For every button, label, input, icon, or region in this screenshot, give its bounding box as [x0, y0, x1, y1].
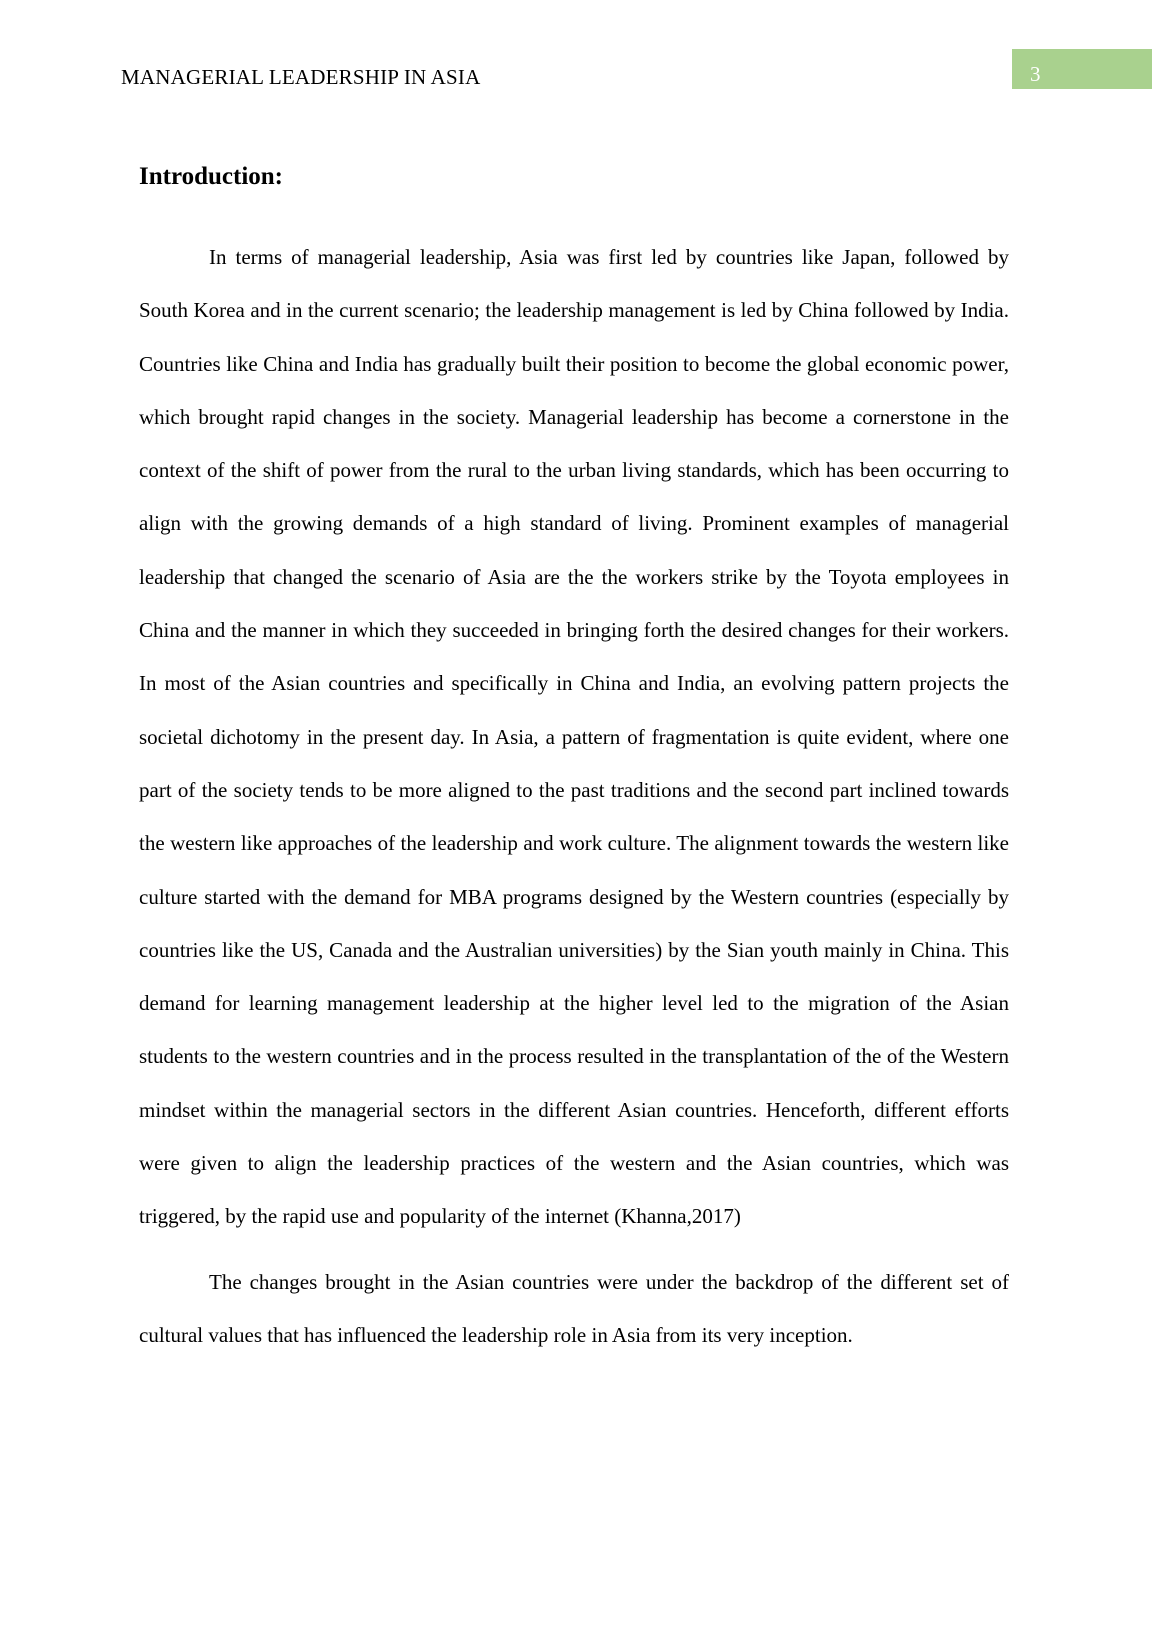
page-number: 3: [1030, 62, 1041, 86]
running-head-title: MANAGERIAL LEADERSHIP IN ASIA: [121, 65, 481, 89]
section-heading: Introduction:: [139, 163, 284, 190]
paragraph-2: The changes brought in the Asian countries were under the backdrop of the different set of cultural values that has influenced the leadership role in Asia from its very inception.: [139, 1269, 1009, 1347]
paragraph-1: In terms of managerial leadership, Asia was first led by countries like Japan, followed by South Korea and in the current scenario; the leadership management is led by China followed by India. Countries like China and India has gradually built their position to become the global economic power, which brought rapid changes in the society. Managerial leadership has become a cornerstone in the context of the shift of power from the rural to the urban living standards, which has been occurring to align with the growing demands of a high standard of living. Prominent examples of managerial leadership that changed the scenario of Asia are the the workers strike by the Toyota employees in China and the manner in which they succeeded in bringing forth the desired changes for their workers. In most of the Asian countries and specifically in China and India, an evolving pattern projects the societal dichotomy in the present day. In Asia, a pattern of fragmentation is quite evident, where one part of the society tends to be more aligned to the past traditions and the second part inclined towards the western like approaches of the leadership and work culture. The alignment towards the western like culture started with the demand for MBA programs designed by the Western countries (especially by countries like the US, Canada and the Australian universities) by the Sian youth mainly in China. This demand for learning management leadership at the higher level led to the migration of the Asian students to the western countries and in the process resulted in the transplantation of the of the Western mindset within the managerial sectors in the different Asian countries. Henceforth, different efforts were given to align the leadership practices of the western and the Asian countries, which was triggered, by the rapid use and popularity of the internet (Khanna,2017): [139, 245, 1009, 1229]
page-number-badge: [1012, 49, 1152, 89]
body-text: [139, 231, 1009, 1362]
